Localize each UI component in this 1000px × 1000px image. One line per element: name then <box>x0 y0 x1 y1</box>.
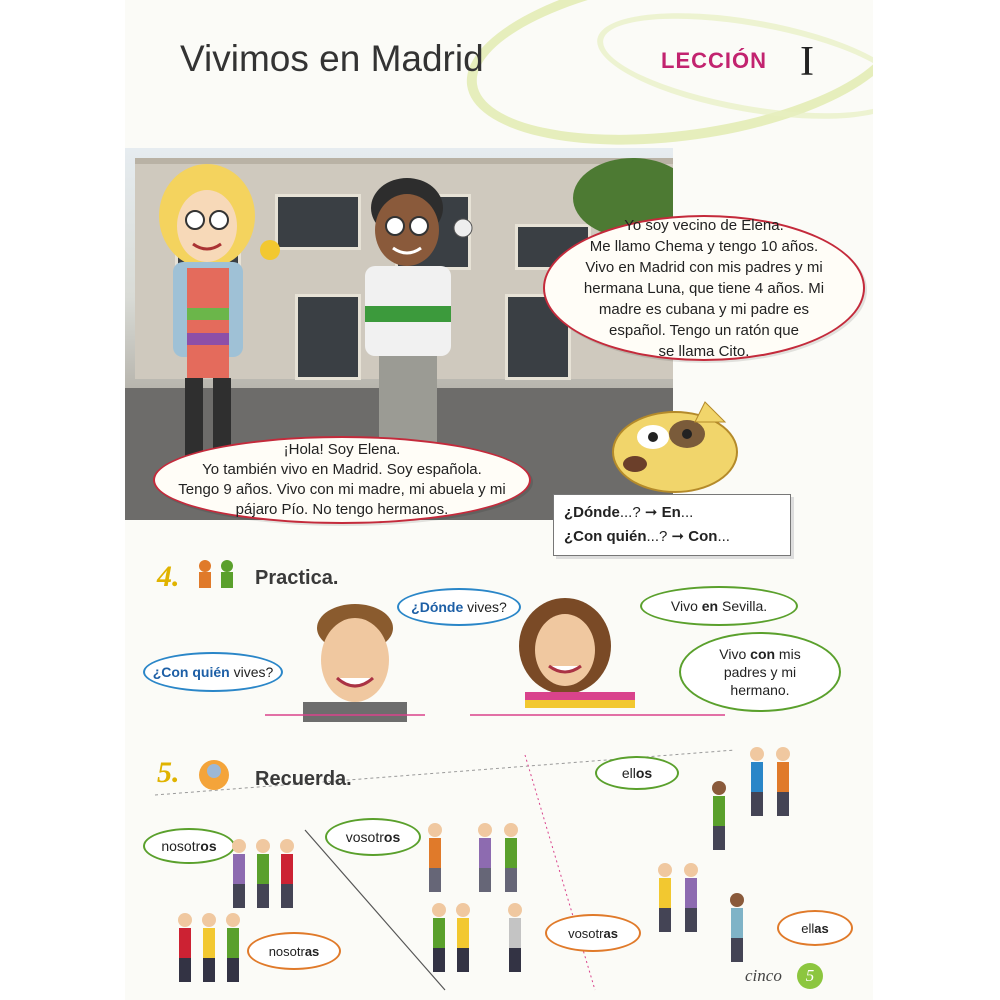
vosotras-group-figure <box>425 900 535 976</box>
pronoun-nosotros: nosotros <box>143 828 235 864</box>
dog-mascot <box>595 392 755 502</box>
question-bubble-donde: ¿Dónde vives? <box>397 588 521 626</box>
memory-icon <box>197 758 231 792</box>
question-bubble-con-quien: ¿Con quién vives? <box>143 652 283 692</box>
pronoun-ellos: ellos <box>595 756 679 790</box>
section-5-title: Recuerda. <box>255 768 352 790</box>
section-5-number: 5. <box>157 756 180 789</box>
textbook-page <box>125 0 873 1000</box>
girls-group-figure <box>171 910 251 986</box>
section-4-number: 4. <box>157 560 180 593</box>
ellos-group-figure <box>707 744 807 854</box>
ellas-group-figure <box>653 860 753 970</box>
leccion-label: LECCIÓN <box>661 48 767 73</box>
elena-speech-bubble: ¡Hola! Soy Elena. Yo también vivo en Madrid. Soy española. Tengo 9 años. Vivo con mi madre, mi abuela y mi pájaro Pío. No tengo hermanos. <box>153 436 531 524</box>
section-4-title: Practica. <box>255 567 339 589</box>
page-title: Vivimos en Madrid <box>180 38 484 79</box>
pronoun-vosotros: vosotros <box>325 818 421 856</box>
answer-bubble-con-mis-padres: Vivo con mis padres y mi hermano. <box>679 632 841 712</box>
leccion-number: I <box>800 39 814 85</box>
vosotros-group-figure <box>421 820 531 896</box>
grammar-note-box: ¿Dónde...? ➞ En... ¿Con quién...? ➞ Con... <box>553 494 791 556</box>
boys-group-figure <box>225 836 305 912</box>
answer-bubble-sevilla: Vivo en Sevilla. <box>640 586 798 626</box>
pronoun-ellas: ellas <box>777 910 853 946</box>
chema-speech-bubble: Yo soy vecino de Elena. Me llamo Chema y tengo 10 años. Vivo en Madrid con mis padres y mi hermana Luna, que tiene 4 años. Mi madre es cubana y mi padre es español. Tengo un ratón que se llama Cito. <box>543 215 865 361</box>
pronoun-vosotras: vosotras <box>545 914 641 952</box>
pronoun-nosotras: nosotras <box>247 932 341 970</box>
page-number-badge: 5 <box>797 963 823 989</box>
page-number-word: cinco <box>745 966 782 985</box>
arrow-right-icon: ➞ <box>644 504 658 521</box>
girl-photo <box>505 596 655 716</box>
arrow-right-icon: ➞ <box>671 528 685 545</box>
pair-work-icon <box>191 558 241 598</box>
